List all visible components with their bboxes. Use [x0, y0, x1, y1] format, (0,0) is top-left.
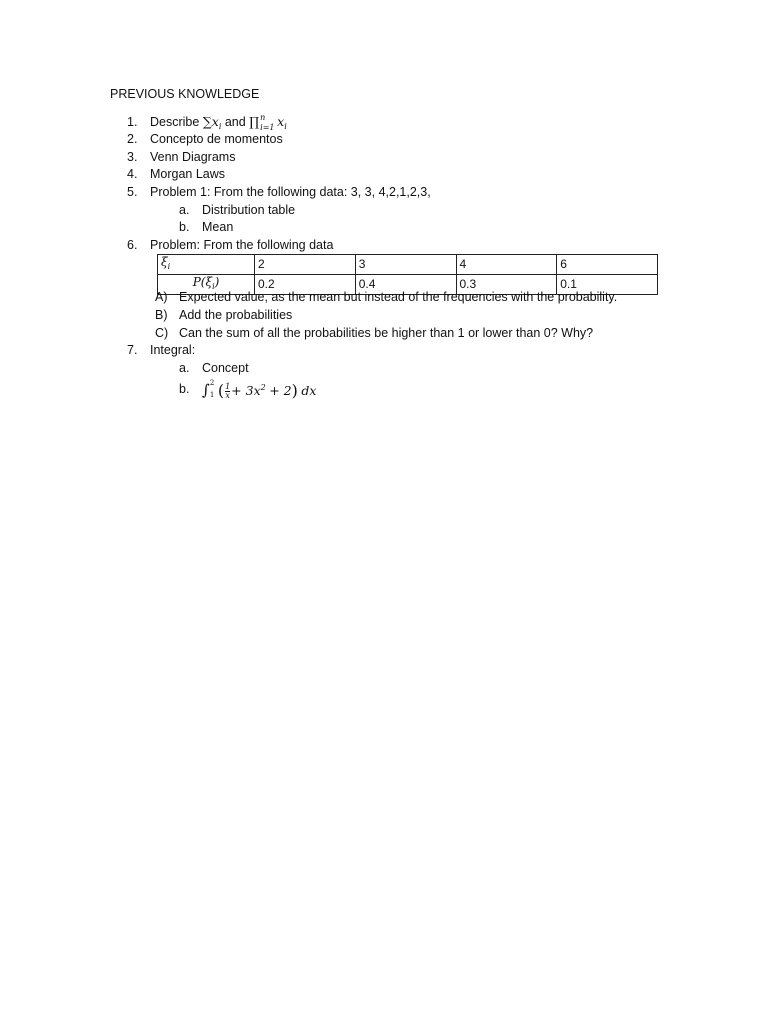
math-x: x	[277, 114, 285, 129]
product-upper: n	[260, 113, 266, 122]
p-subscript: i	[212, 282, 215, 291]
right-paren: )	[291, 381, 298, 400]
table-row-xi	[158, 255, 658, 275]
sub-item-label: b.	[179, 382, 190, 396]
sub-item-label: b.	[179, 220, 190, 234]
table-cell: 2	[255, 255, 356, 275]
list-item-and: and	[224, 115, 246, 129]
list-number: 4.	[127, 167, 138, 181]
xi-subscript: i	[167, 262, 171, 271]
integrand-terms: + 3x	[231, 383, 261, 398]
integral-symbol: ∫	[202, 381, 210, 399]
list-item-venn: Venn Diagrams	[150, 150, 236, 164]
sub-item-mean: Mean	[202, 220, 234, 234]
fraction	[225, 383, 230, 400]
list-number: 6.	[127, 238, 138, 252]
question-label: C)	[155, 326, 169, 340]
question-label: B)	[155, 308, 168, 322]
p-close: )	[214, 275, 220, 289]
sub-item-label: a.	[179, 361, 190, 375]
math-x: x	[211, 114, 219, 129]
fraction-denominator: x	[225, 391, 230, 401]
product-symbol: ∏	[249, 114, 260, 129]
question-sum-bounds: Can the sum of all the probabilities be higher than 1 or lower than 0? Why?	[179, 326, 594, 340]
list-item-text: Describe	[150, 115, 200, 129]
sub-item-concept: Concept	[202, 361, 249, 375]
table-cell: 4	[456, 255, 557, 275]
exponent: 2	[260, 383, 266, 392]
integral-upper: 2	[209, 379, 215, 387]
integrand-constant: + 2	[269, 383, 292, 398]
list-item-problem-1: Problem 1: From the following data: 3, 3, 4,2,1,2,3,	[150, 185, 431, 199]
list-item-integral: Integral:	[150, 343, 196, 357]
table-cell: 0.1	[557, 275, 658, 295]
list-item-morgan: Morgan Laws	[150, 167, 226, 181]
table-cell: 6	[557, 255, 658, 275]
question-expected-value: Expected value, as the mean but instead of the frequencies with the probability.	[179, 290, 618, 304]
xi-symbol: ξ	[161, 255, 168, 269]
math-sub-i: i	[284, 122, 287, 131]
table-cell: 0.3	[456, 275, 557, 295]
section-heading: PREVIOUS KNOWLEDGE	[110, 87, 260, 101]
product-lower: i=1	[260, 123, 275, 132]
integral-expression	[202, 377, 316, 402]
list-number: 2.	[127, 132, 138, 146]
sub-item-label: a.	[179, 203, 190, 217]
left-paren: (	[217, 381, 225, 400]
table-cell: 0.2	[255, 275, 356, 295]
integral-lower: 1	[209, 391, 215, 399]
integral-limits	[210, 381, 218, 399]
list-number: 1.	[127, 115, 138, 129]
table-header-xi	[158, 255, 255, 275]
p-symbol: P(ξ	[192, 275, 213, 289]
list-number: 3.	[127, 150, 138, 164]
product-limits	[259, 113, 277, 132]
table-cell: 0.4	[355, 275, 456, 295]
question-add-probabilities: Add the probabilities	[179, 308, 293, 322]
sum-symbol: ∑	[202, 114, 212, 129]
differential: dx	[301, 383, 317, 398]
list-item-moments: Concepto de momentos	[150, 132, 283, 146]
question-label: A)	[155, 290, 168, 304]
list-number: 5.	[127, 185, 138, 199]
fraction-numerator: 1	[225, 382, 231, 392]
table-cell: 3	[355, 255, 456, 275]
math-sub-i: i	[218, 122, 222, 131]
list-number: 7.	[127, 343, 138, 357]
sub-item-distribution: Distribution table	[202, 203, 296, 217]
list-item-problem: Problem: From the following data	[150, 238, 334, 252]
